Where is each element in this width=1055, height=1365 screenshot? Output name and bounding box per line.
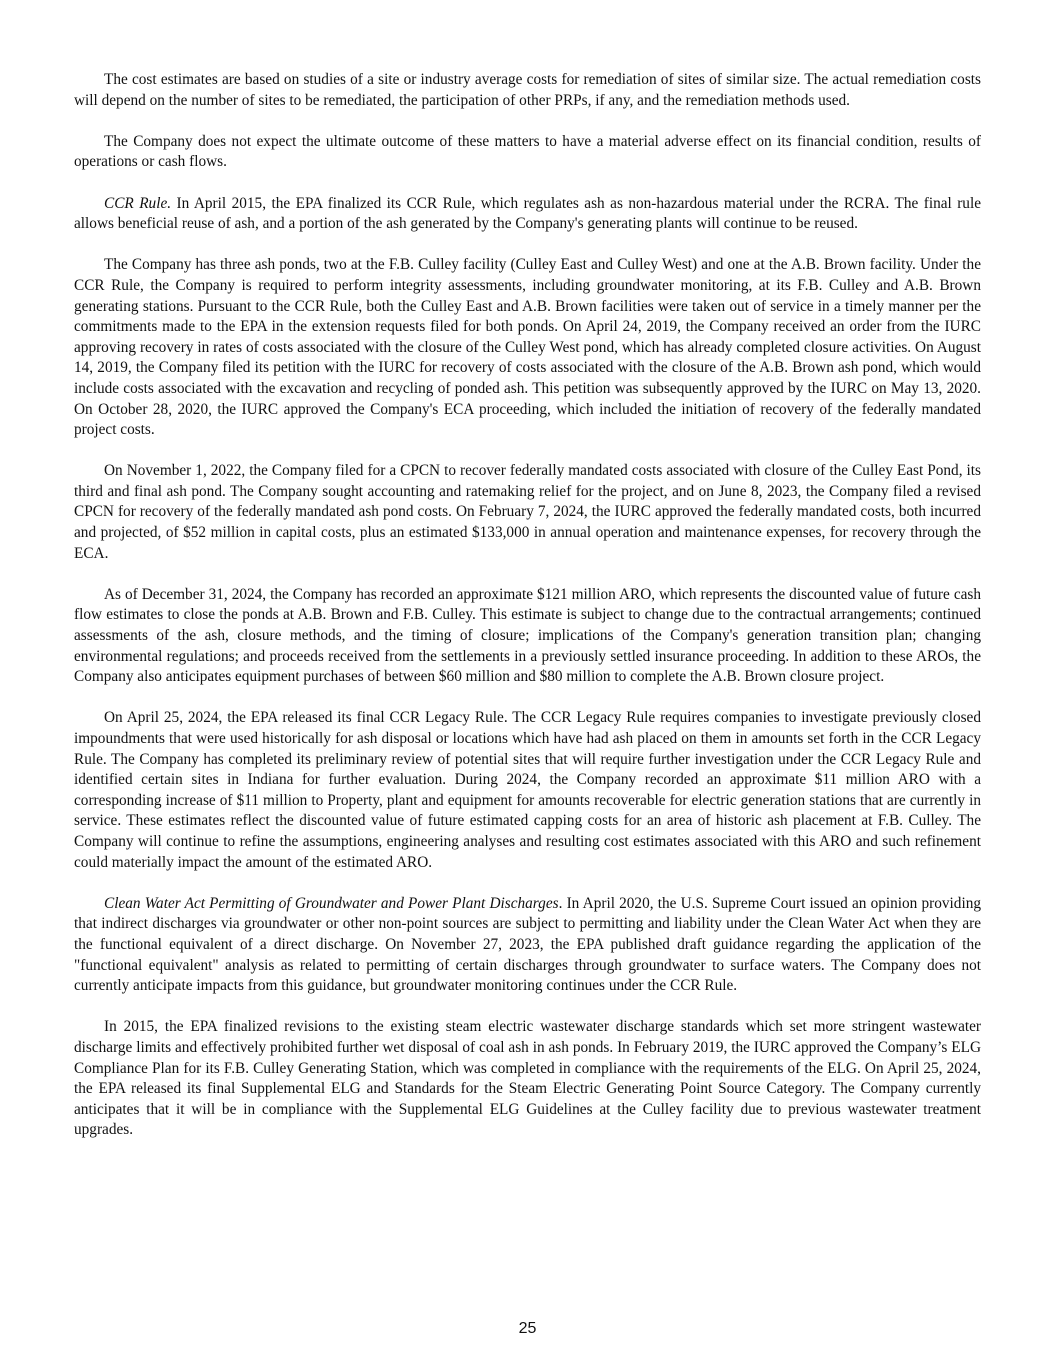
document-body (74, 70, 981, 1161)
paragraph-cpcn (74, 461, 981, 564)
paragraph-lead-ccr-rule: CCR Rule. (104, 194, 172, 212)
paragraph-text: In 2015, the EPA finalized revisions to the existing steam electric wastewater discharge standards which set more stringent wastewater discharge limits and effectively prohibited further wet disposal of coal ash in ash ponds. In February 2019, the IURC approved the Company’s ELG Compliance Plan for its F.B. Culley Generating Station, which was completed in compliance with the requirements of the ELG. On April 25, 2024, the EPA released its final Supplemental ELG and Standards for the Steam Electric Generating Point Source Category. The Company currently anticipates that it will be in compliance with the Supplemental ELG Guidelines at the Culley facility due to previous wastewater treatment upgrades. (74, 1018, 981, 1139)
paragraph-text: The Company has three ash ponds, two at the F.B. Culley facility (Culley East and Culley West) and one at the A.B. Brown facility. Under the CCR Rule, the Company is required to perform integrity assessments, including groundwater monitoring, at its F.B. Culley and A.B. Brown generating stations. Pursuant to the CCR Rule, both the Culley East and A.B. Brown facilities were taken out of service in a timely manner per the commitments made to the EPA in the extension requests filed for both ponds. On April 24, 2019, the Company received an order from the IURC approving recovery in rates of costs associated with the closure of the Culley West pond, which has already completed closure activities. On August 14, 2019, the Company filed its petition with the IURC for recovery of costs associated with the closure of the A.B. Brown ash pond, which would include costs associated with the excavation and recycling of ponded ash. This petition was subsequently approved by the IURC on May 13, 2020. On October 28, 2020, the IURC approved the Company's ECA proceeding, which included the initiation of recovery of the federally mandated project costs. (74, 256, 981, 439)
paragraph-text: . In April 2020, the U.S. Supreme Court issued an opinion providing that indirect discharges via groundwater or other non-point sources are subject to permitting and liability under the Clean Water Act when they are the functional equivalent of a direct discharge. On November 27, 2023, the EPA published draft guidance regarding the application of the "functional equivalent" analysis as related to permitting of certain discharges through groundwater to surface waters. The Company does not currently anticipate impacts from this guidance, but groundwater monitoring continues under the CCR Rule. (74, 894, 981, 995)
paragraph-ccr-rule (74, 194, 981, 235)
paragraph-text: As of December 31, 2024, the Company has recorded an approximate $121 million ARO, which represents the discounted value of future cash flow estimates to close the ponds at A.B. Brown and F.B. Culley. This estimate is subject to change due to the contractual arrangements; continued assessments of the ash, closure methods, and the timing of closure; implications of the Company's generation transition plan; changing environmental regulations; and proceeds received from the settlements in a previously settled insurance proceeding. In addition to these AROs, the Company also anticipates equipment purchases of between $60 million and $80 million to complete the A.B. Brown closure project. (74, 585, 981, 686)
paragraph-text: The Company does not expect the ultimate outcome of these matters to have a material adverse effect on its financial condition, results of operations or cash flows. (74, 132, 981, 171)
paragraph-elg (74, 1017, 981, 1141)
paragraph-remediation-costs (74, 70, 981, 111)
paragraph-lead-clean-water-act: Clean Water Act Permitting of Groundwater and Power Plant Discharges (104, 894, 559, 912)
paragraph-text: On April 25, 2024, the EPA released its final CCR Legacy Rule. The CCR Legacy Rule requires companies to investigate previously closed impoundments that were used historically for ash disposal or locations which have had ash placed on them in amounts set forth in the CCR Legacy Rule. The Company has completed its preliminary review of potential sites that will require further investigation under the CCR Legacy Rule and identified certain sites in Indiana for further evaluation. During 2024, the Company recorded an approximate $11 million ARO with a corresponding increase of $11 million to Property, plant and equipment for amounts recoverable for electric generation stations that are currently in service. These estimates reflect the discounted value of future estimated capping costs for an area of historic ash placement at F.B. Culley. The Company will continue to refine the assumptions, engineering analyses and resulting cost estimates associated with this ARO and such refinement could materially impact the amount of the estimated ARO. (74, 709, 981, 871)
paragraph-text: In April 2015, the EPA finalized its CCR Rule, which regulates ash as non-hazardous material under the RCRA. The final rule allows beneficial reuse of ash, and a portion of the ash generated by the Company's generating plants will continue to be reused. (74, 194, 981, 233)
paragraph-clean-water-act (74, 894, 981, 997)
paragraph-aro (74, 585, 981, 688)
paragraph-ash-ponds (74, 255, 981, 440)
paragraph-ccr-legacy-rule (74, 708, 981, 873)
page-number: 25 (518, 1320, 537, 1337)
paragraph-text: On November 1, 2022, the Company filed for a CPCN to recover federally mandated costs associated with closure of the Culley East Pond, its third and final ash pond. The Company sought accounting and ratemaking relief for the project, and on June 8, 2023, the Company filed a revised CPCN for recovery of the federally mandated ash pond costs. On February 7, 2024, the IURC approved the federally mandated costs, both incurred and projected, of $52 million in capital costs, plus an estimated $133,000 in annual operation and maintenance expenses, for recovery through the ECA. (74, 462, 981, 562)
paragraph-text: The cost estimates are based on studies of a site or industry average costs for remediation of sites of similar size. The actual remediation costs will depend on the number of sites to be remediated, the participation of other PRPs, if any, and the remediation methods used. (74, 71, 981, 109)
paragraph-outcome (74, 132, 981, 173)
